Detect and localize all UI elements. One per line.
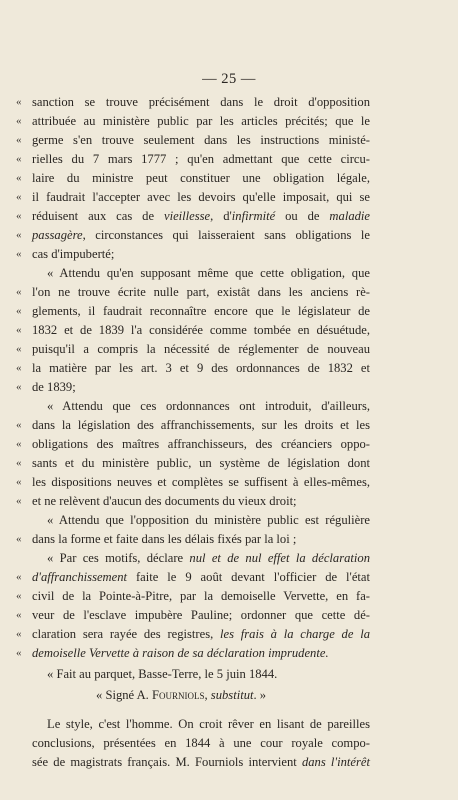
line-text: cas d'impuberté; bbox=[32, 247, 115, 261]
line-text: demoiselle Vervette à raison de sa déclaration imprudente. bbox=[32, 646, 329, 660]
quote-mark: « bbox=[16, 571, 22, 583]
quote-mark: « bbox=[16, 628, 22, 640]
line-text: « Par ces motifs, déclare nul et de nul effet la déclaration bbox=[47, 551, 370, 565]
line-text: obligations des maîtres affranchisseurs, des créanciers oppo- bbox=[32, 437, 370, 451]
quote-mark: « bbox=[16, 210, 22, 222]
line-text: Le style, c'est l'homme. On croit rêver en lisant de pareilles bbox=[47, 717, 370, 731]
text-line bbox=[0, 454, 458, 473]
text-line bbox=[0, 112, 458, 131]
text-line bbox=[0, 359, 458, 378]
quote-mark: « bbox=[16, 324, 22, 336]
quote-mark: « bbox=[16, 286, 22, 298]
quote-mark: « bbox=[16, 134, 22, 146]
text-line bbox=[0, 93, 458, 112]
text-line bbox=[0, 169, 458, 188]
quote-mark: « bbox=[16, 191, 22, 203]
text-line bbox=[0, 549, 458, 568]
text-line bbox=[0, 188, 458, 207]
line-text: d'affranchissement faite le 9 août devant l'officier de l'état bbox=[32, 570, 370, 584]
quote-mark: « bbox=[16, 115, 22, 127]
line-text: veur de l'esclave impubère Pauline; ordonner que cette dé- bbox=[32, 608, 370, 622]
line-text: dans la forme et faite dans les délais fixés par la loi ; bbox=[32, 532, 297, 546]
line-text: sée de magistrats français. M. Fourniols intervient dans l'intérêt bbox=[32, 755, 370, 769]
text-line bbox=[0, 492, 458, 511]
text-line bbox=[0, 665, 458, 684]
line-text: la matière par les art. 3 et 9 des ordonnances de 1832 et bbox=[32, 361, 370, 375]
text-line bbox=[0, 131, 458, 150]
text-line bbox=[0, 207, 458, 226]
text-line bbox=[0, 264, 458, 283]
text-line bbox=[0, 753, 458, 772]
text-line bbox=[0, 530, 458, 549]
text-line bbox=[0, 302, 458, 321]
line-text: « Attendu que ces ordonnances ont introduit, d'ailleurs, bbox=[47, 399, 370, 413]
quote-mark: « bbox=[16, 343, 22, 355]
text-line bbox=[0, 321, 458, 340]
line-text: de 1839; bbox=[32, 380, 76, 394]
line-text: attribuée au ministère public par les articles précités; que le bbox=[32, 114, 370, 128]
quote-mark: « bbox=[16, 533, 22, 545]
line-text: germe s'en trouve seulement dans les instructions ministé- bbox=[32, 133, 370, 147]
quote-mark: « bbox=[16, 495, 22, 507]
text-line bbox=[0, 625, 458, 644]
line-text: « Fait au parquet, Basse-Terre, le 5 juin 1844. bbox=[47, 667, 278, 681]
line-text: conclusions, présentées en 1844 à une cour royale compo- bbox=[32, 736, 370, 750]
text-line bbox=[0, 435, 458, 454]
quote-mark: « bbox=[16, 457, 22, 469]
text-line bbox=[0, 340, 458, 359]
text-line bbox=[0, 150, 458, 169]
line-text: « Attendu qu'en supposant même que cette obligation, que bbox=[47, 266, 370, 280]
line-text: claration sera rayée des registres, les frais à la charge de la bbox=[32, 627, 370, 641]
line-text: réduisent aux cas de vieillesse, d'infirmité ou de maladie bbox=[32, 209, 370, 223]
line-text: passagère, circonstances qui laisseraient sans obligations le bbox=[32, 228, 370, 242]
line-text: et ne relèvent d'aucun des documents du vieux droit; bbox=[32, 494, 297, 508]
line-text: l'on ne trouve écrite nulle part, existât dans les anciens rè- bbox=[32, 285, 370, 299]
line-text: il faudrait l'accepter avec les devoirs qu'elle imposait, qui se bbox=[32, 190, 370, 204]
text-line bbox=[0, 226, 458, 245]
text-line bbox=[0, 473, 458, 492]
text-line bbox=[0, 397, 458, 416]
text-line bbox=[0, 245, 458, 264]
text-line bbox=[0, 715, 458, 734]
text-line bbox=[0, 568, 458, 587]
quote-mark: « bbox=[16, 438, 22, 450]
signature-line bbox=[0, 686, 458, 705]
quote-mark: « bbox=[16, 647, 22, 659]
line-text: puisqu'il a compris la nécessité de réglementer de nouveau bbox=[32, 342, 370, 356]
line-text: civil de la Pointe-à-Pitre, par la demoiselle Vervette, en fa- bbox=[32, 589, 370, 603]
quote-mark: « bbox=[16, 609, 22, 621]
line-text: laire du ministre peut constituer une obligation légale, bbox=[32, 171, 370, 185]
line-text: 1832 et de 1839 l'a considérée comme tombée en désuétude, bbox=[32, 323, 370, 337]
text-line bbox=[0, 378, 458, 397]
quote-mark: « bbox=[16, 476, 22, 488]
line-text: glements, il faudrait reconnaître encore que le législateur de bbox=[32, 304, 370, 318]
line-text: les dispositions neuves et complètes se suffisent à elles-mêmes, bbox=[32, 475, 370, 489]
line-text: sants et du ministère public, un système de législation dont bbox=[32, 456, 370, 470]
text-line bbox=[0, 644, 458, 663]
text-line bbox=[0, 416, 458, 435]
text-line bbox=[0, 734, 458, 753]
line-text: « Signé A. Fourniols, substitut. » bbox=[96, 688, 267, 702]
page-number: — 25 — bbox=[202, 71, 256, 87]
quote-mark: « bbox=[16, 229, 22, 241]
line-text: sanction se trouve précisément dans le droit d'opposition bbox=[32, 95, 370, 109]
quote-mark: « bbox=[16, 590, 22, 602]
quote-mark: « bbox=[16, 381, 22, 393]
quote-mark: « bbox=[16, 248, 22, 260]
text-line bbox=[0, 587, 458, 606]
quote-mark: « bbox=[16, 96, 22, 108]
text-line bbox=[0, 511, 458, 530]
quote-mark: « bbox=[16, 419, 22, 431]
text-line bbox=[0, 283, 458, 302]
quote-mark: « bbox=[16, 172, 22, 184]
line-text: rielles du 7 mars 1777 ; qu'en admettant que cette circu- bbox=[32, 152, 370, 166]
quote-mark: « bbox=[16, 305, 22, 317]
text-line bbox=[0, 606, 458, 625]
line-text: « Attendu que l'opposition du ministère public est régulière bbox=[47, 513, 370, 527]
quote-mark: « bbox=[16, 153, 22, 165]
line-text: dans la législation des affranchissements, sur les droits et les bbox=[32, 418, 370, 432]
quote-mark: « bbox=[16, 362, 22, 374]
